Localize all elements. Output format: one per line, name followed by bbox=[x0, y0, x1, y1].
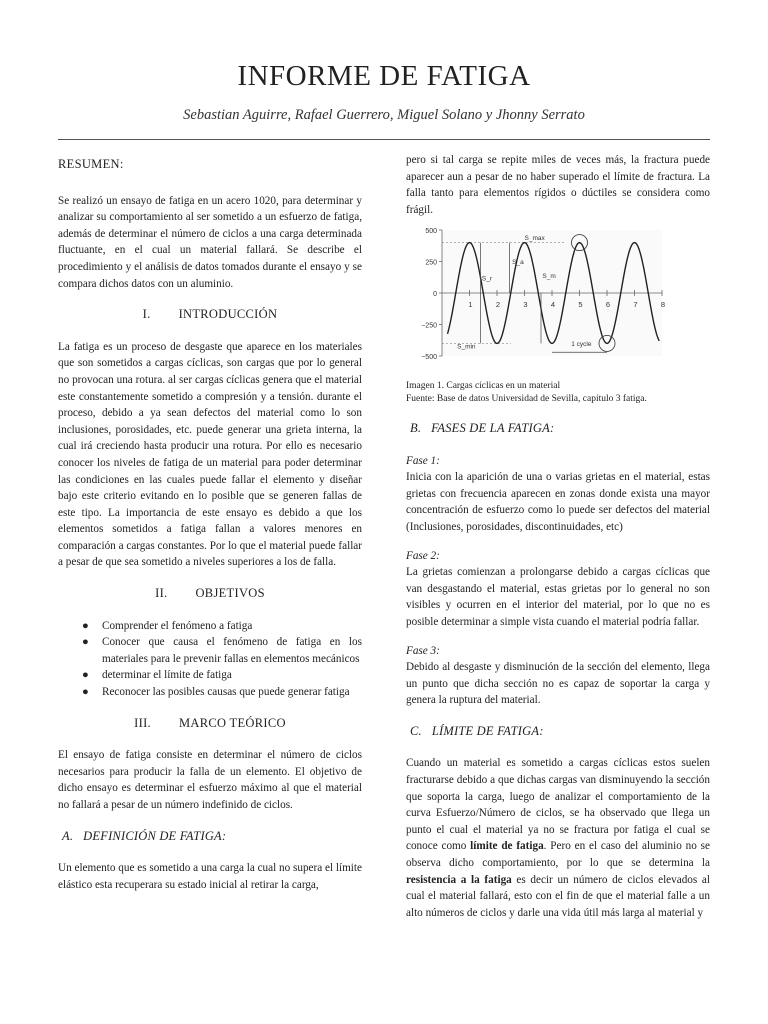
limit-text: Cuando un material es sometido a cargas cíclicas estos suelen fracturarse debido a que dichas cargas van disminuyendo la sección que soporta la carga, luego de analizar el comportamiento de la curva Esfuerzo/Número de ciclos, se ha observado que llega un punto el cual el material ya no se fractura por fatiga el cual se conoce como límite de fatiga. Pero en el caso del aluminio no se observa dicho comportamiento, por lo que se determina la resistencia a la fatiga es decir un número de ciclos elevados al cual el material fallará, esto con el fin de que el material falle a un alto números de ciclos y darle una vida útil más larga al material y bbox=[406, 757, 710, 919]
section-title: OBJETIVOS bbox=[195, 586, 265, 601]
definition-text-continued: pero si tal carga se repite miles de veces más, la fractura puede aparecer aun a pesar de no haber superado el límite de fractura. La falla tanto para elementos rígidos o dúctiles se considera como frágil. bbox=[406, 154, 710, 216]
x-tick-label: 8 bbox=[660, 300, 666, 310]
abstract-text: Se realizó un ensayo de fatiga en un acero 1020, para determinar y analizar su comportamiento al ser sometido a un esfuerzo de fatiga, además de determinar el número de ciclos a una carga determinada fluctuante, en el cual un material fallará. Se describe el procedimiento y el análisis de datos tomados durante el ensayo y se compara dichos datos con un aluminio. bbox=[58, 194, 362, 290]
phase-1-text: Inicia con la aparición de una o varias grietas en el material, estas grietas con frecuencia aparecen en zonas donde exista una mayor concentración de esfuerzo como lo puede ser defectos del material (Inclusiones, porosidades, discontinuidades, etc) bbox=[406, 471, 710, 533]
subsection-heading-definicion bbox=[58, 828, 362, 845]
list-item: ● Conocer que causa el fenómeno de fatiga en los materiales para le prevenir fallas en elementos mecánicos bbox=[82, 636, 362, 665]
subsection-number: C. bbox=[410, 723, 422, 738]
left-column bbox=[58, 150, 362, 893]
section-number: III. bbox=[134, 715, 151, 730]
caption-title: Imagen 1. Cargas cíclicas en un material bbox=[406, 380, 561, 391]
bold-term: resistencia a la fatiga bbox=[406, 873, 512, 886]
figure-caption bbox=[406, 380, 710, 406]
phase-3-text: Debido al desgaste y disminución de la sección del elemento, llega un punto que dicha sección no es capaz de soportar la carga y genera la ruptura del material. bbox=[406, 661, 710, 707]
header-divider bbox=[58, 139, 710, 140]
annotation-label: 1 cycle bbox=[571, 341, 592, 349]
introduction-text: La fatiga es un proceso de desgaste que aparece en los materiales que son sometidos a cargas cíclicas, son cargas que por lo general no provocan una rotura. al ser cargas cíclicas genera que el material este constantemente sometido a compresión y a tensión. durante el proceso, debido a ya sean defectos del material como lo son inclusiones, porosidades, etc. puede generar una grieta interna, la cual irá creciendo hasta producir una rotura. Por ello es necesario conocer los niveles de fatiga de un material para poder determinar las condiciones en las cuales puede fallar el elemento y diseñar bajo este criterio evitando en lo posible que se generen fallas de este tipo. La importancia de este ensayo es debido a que los elementos sometidos a fatiga fallan a valores menores en comparación a cargas constantes. Por lo que el material puede fallar a pesar de que sea sometido a niveles superiores a los de falla. bbox=[58, 340, 362, 569]
section-title: MARCO TEÓRICO bbox=[179, 715, 286, 730]
annotation-label: S_min bbox=[457, 343, 476, 351]
right-column bbox=[406, 152, 710, 921]
phase-2-text: La grietas comienzan a prolongarse debido a cargas cíclicas que van desgastando el material, estas grietas por lo general no son visibles y ocurren en el interior del material, por lo que no es posible determinar a simple vista cuando el material podría fallar. bbox=[406, 566, 710, 628]
x-tick-label: 3 bbox=[523, 300, 528, 310]
paper-title: INFORME DE FATIGA bbox=[237, 60, 531, 92]
objectives-list bbox=[58, 618, 362, 701]
subsection-title: FASES DE LA FATIGA: bbox=[431, 420, 555, 435]
annotation-label: S_a bbox=[512, 259, 524, 267]
subsection-heading-fases bbox=[406, 420, 710, 437]
bullet-icon: ● bbox=[82, 619, 89, 632]
y-tick-label: 500 bbox=[425, 228, 437, 236]
x-tick-label: 7 bbox=[633, 300, 638, 310]
subsection-number: B. bbox=[410, 420, 422, 435]
phase-3-label: Fase 3: bbox=[406, 644, 440, 657]
author-list: Sebastian Aguirre, Rafael Guerrero, Miguel Solano y Jhonny Serrato bbox=[183, 107, 585, 123]
abstract-heading: RESUMEN: bbox=[58, 157, 124, 171]
x-tick-label: 1 bbox=[468, 300, 473, 310]
bullet-icon: ● bbox=[82, 669, 89, 682]
theory-text: El ensayo de fatiga consiste en determinar el número de ciclos necesarios para producir la falla de un elemento. El objetivo de dicho ensayo es determinar el esfuerzo máximo al que el material no fallará a pesar de un número indefinido de ciclos. bbox=[58, 749, 362, 811]
subsection-heading-limite bbox=[406, 723, 710, 740]
list-item: ● Comprender el fenómeno a fatiga bbox=[102, 618, 362, 635]
bullet-icon: ● bbox=[82, 636, 89, 649]
x-tick-label: 6 bbox=[605, 300, 611, 310]
x-tick-label: 2 bbox=[495, 300, 501, 310]
bullet-icon: ● bbox=[82, 686, 89, 699]
section-number: II. bbox=[155, 586, 168, 601]
annotation-label: S_r bbox=[481, 275, 492, 283]
y-tick-label: 0 bbox=[433, 291, 437, 299]
x-tick-label: 5 bbox=[578, 300, 583, 310]
caption-source: Fuente: Base de datos Universidad de Sevilla, capítulo 3 fatiga. bbox=[406, 393, 647, 404]
subsection-number: A. bbox=[62, 828, 74, 843]
y-tick-label: −500 bbox=[421, 354, 437, 362]
annotation-label: S_m bbox=[542, 273, 556, 281]
annotation-label: S_max bbox=[524, 235, 545, 243]
section-heading-introduccion bbox=[58, 306, 362, 323]
list-item: ● Reconocer las posibles causas que puede generar fatiga bbox=[102, 684, 362, 701]
subsection-title: LÍMITE DE FATIGA: bbox=[431, 723, 544, 738]
x-tick-label: 4 bbox=[550, 300, 556, 310]
phase-2-label: Fase 2: bbox=[406, 549, 440, 562]
bold-term: límite de fatiga bbox=[470, 840, 544, 853]
section-heading-marco-teorico bbox=[58, 715, 362, 732]
list-item: ● determinar el límite de fatiga bbox=[102, 667, 362, 684]
y-tick-label: 250 bbox=[425, 259, 437, 267]
section-title: INTRODUCCIÓN bbox=[178, 307, 278, 322]
cyclic-load-chart bbox=[406, 222, 710, 370]
section-number: I. bbox=[142, 307, 151, 322]
phase-1-label: Fase 1: bbox=[406, 454, 440, 467]
section-heading-objetivos bbox=[58, 585, 362, 602]
y-tick-label: −250 bbox=[421, 322, 437, 330]
subsection-title: DEFINICIÓN DE FATIGA: bbox=[83, 828, 227, 843]
definition-text-start: Un elemento que es sometido a una carga la cual no supera el límite elástico esta recuperara su estado inicial al retirar la carga, bbox=[58, 862, 362, 891]
